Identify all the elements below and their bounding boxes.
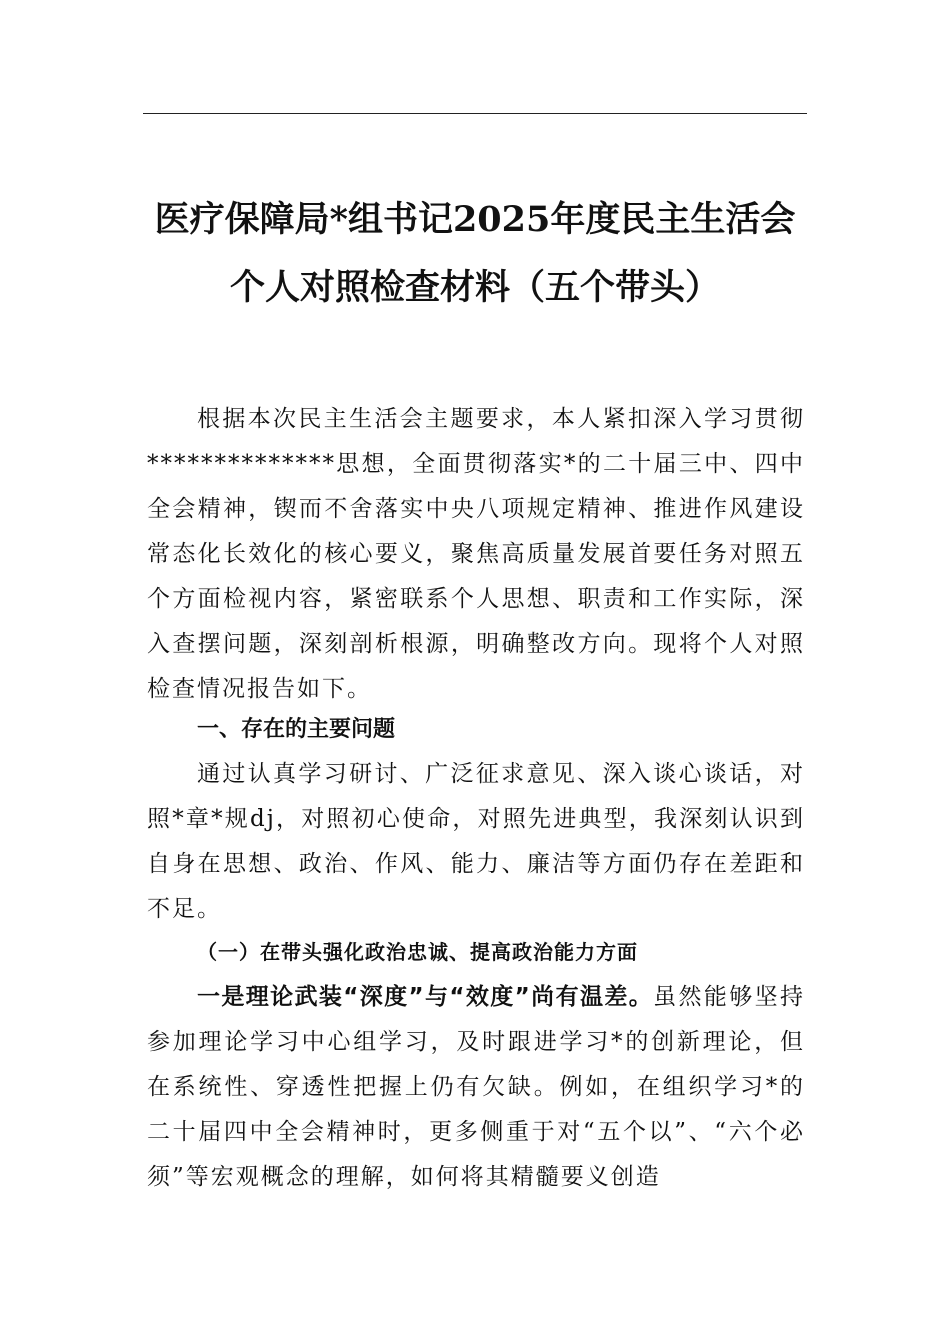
point1-paragraph xyxy=(147,975,805,1200)
document-title-line1: 医疗保障局*组书记2025年度民主生活会 xyxy=(154,199,796,240)
intro-paragraph: 根据本次民主生活会主题要求，本人紧扣深入学习贯彻**************思想，全面贯彻落实*的二十届三中、四中全会精神，锲而不舍落实中央八项规定精神、推进作风建设常态化长效化的核心要义，聚焦高质量发展首要任务对照五个方面检视内容，紧密联系个人思想、职责和工作实际，深入查摆问题，深刻剖析根源，明确整改方向。现将个人对照检查情况报告如下。 xyxy=(147,406,805,702)
section1-paragraph: 通过认真学习研讨、广泛征求意见、深入谈心谈话，对照*章*规dj，对照初心使命，对照先进典型，我深刻认识到自身在思想、政治、作风、能力、廉洁等方面仍存在差距和不足。 xyxy=(147,761,805,922)
section1-heading: 一、存在的主要问题 xyxy=(197,717,396,742)
document-title-line2: 个人对照检查材料（五个带头） xyxy=(229,267,720,308)
point1-lead: 一是理论武装“深度”与“效度”尚有温差。 xyxy=(197,984,654,1010)
subsection1-heading: （一）在带头强化政治忠诚、提高政治能力方面 xyxy=(197,940,638,964)
header-rule xyxy=(143,113,807,114)
point1-text: 虽然能够坚持参加理论学习中心组学习，及时跟进学习*的创新理论，但在系统性、穿透性把握上仍有欠缺。例如，在组织学习*的二十届四中全会精神时，更多侧重于对“五个以”、“六个必须”等宏观概念的理解，如何将其精髓要义创造 xyxy=(147,984,806,1190)
